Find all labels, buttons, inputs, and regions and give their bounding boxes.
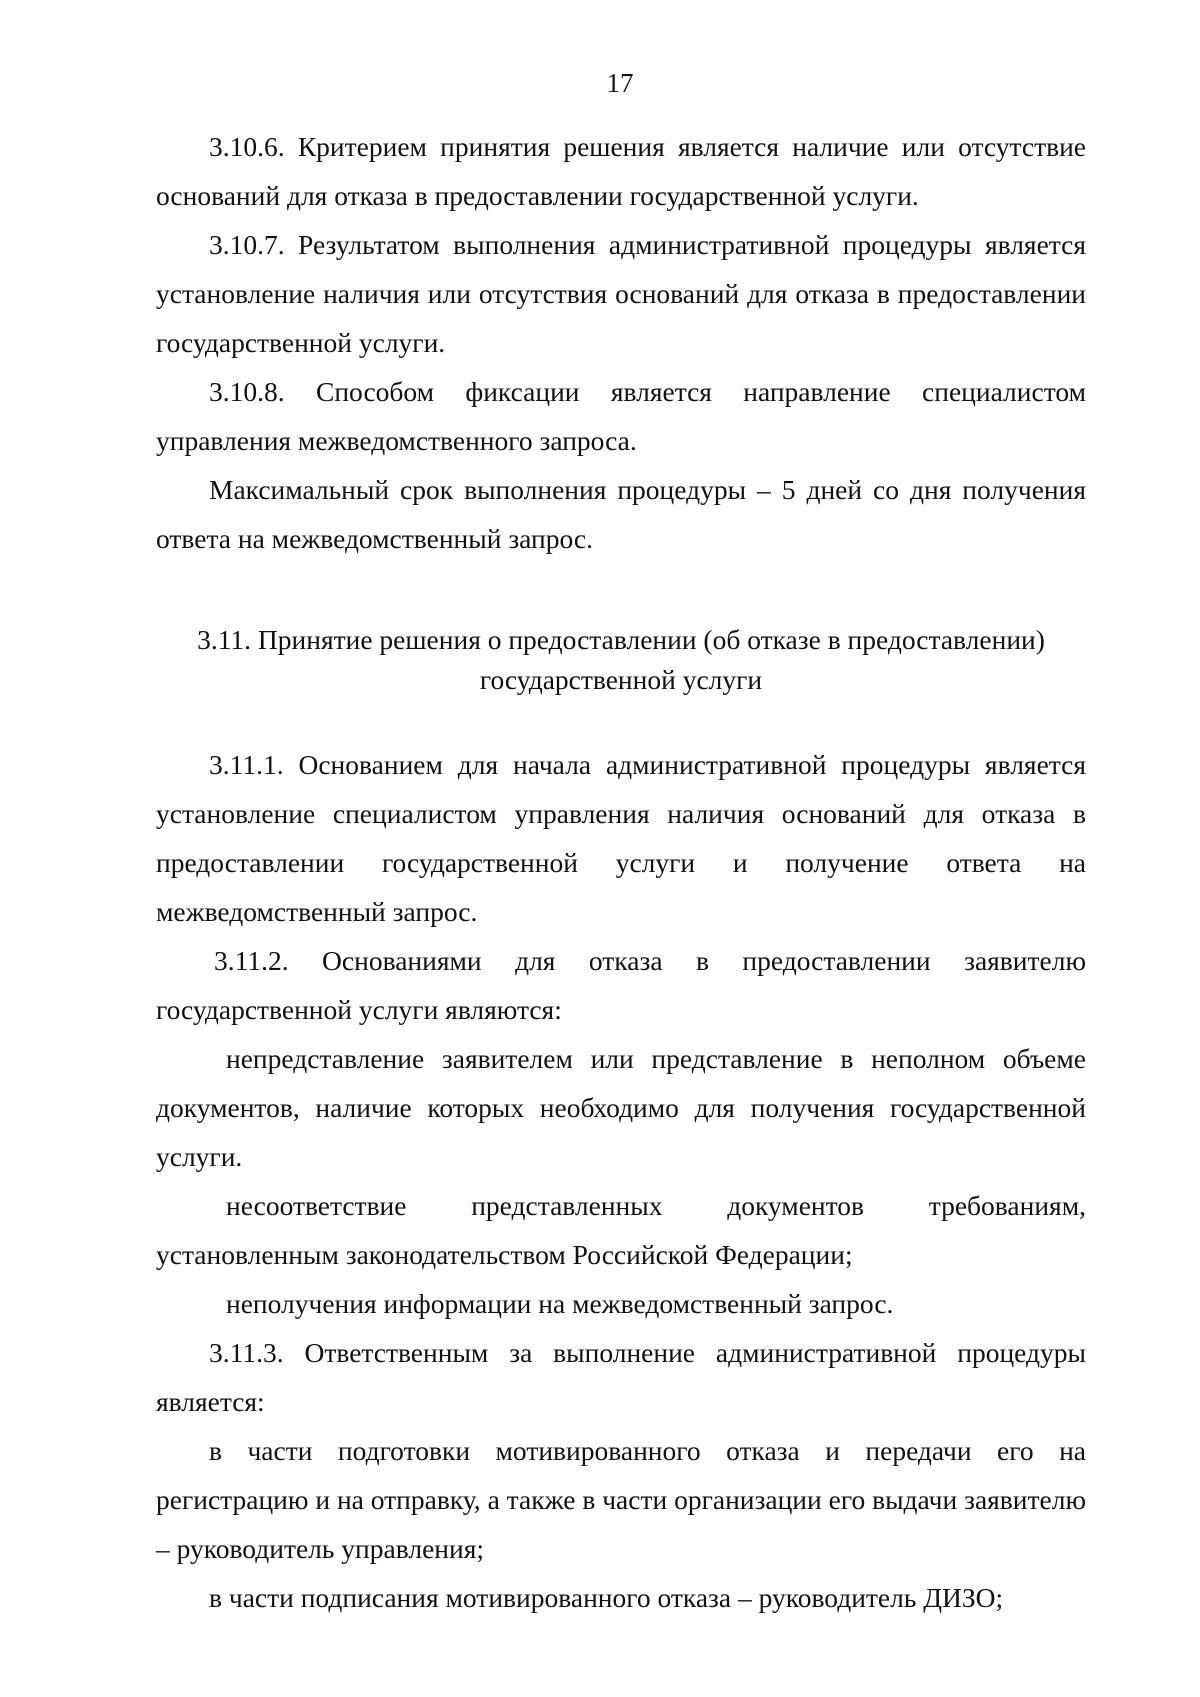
section-heading-3-11 [156,620,1086,700]
refusal-ground-2: несоответствие представленных документов требованиям, установленным законодательством Российской Федерации; [156,1190,1086,1270]
section-heading-line-1: 3.11. Принятие решения о предоставлении (об отказе в предоставлении) [197,624,1045,655]
responsible-part-1: в части подготовки мотивированного отказа и передачи его на регистрацию и на отправку, а также в части организации его выдачи заявителю – руководитель управления; [156,1435,1086,1564]
refusal-ground-3: неполучения информации на межведомственный запрос. [226,1288,894,1319]
refusal-ground-1: непредставление заявителем или представление в неполном объеме документов, наличие которых необходимо для получения государственной услуги. [156,1043,1086,1172]
paragraph-3-11-2: 3.11.2. Основаниями для отказа в предоставлении заявителю государственной услуги являются: [156,945,1086,1025]
section-heading-line-2: государственной услуги [479,664,763,695]
paragraph-3-11-1: 3.11.1. Основанием для начала административной процедуры является установление специалистом управления наличия оснований для отказа в предоставлении государственной услуги и получение ответа на межведомственный запрос. [156,749,1086,927]
paragraph-3-10-8: 3.10.8. Способом фиксации является направление специалистом управления межведомственного запроса. [156,376,1086,456]
paragraph-3-10-6: 3.10.6. Критерием принятия решения является наличие или отсутствие оснований для отказа в предоставлении государственной услуги. [156,131,1086,211]
paragraph-max-term: Максимальный срок выполнения процедуры – 5 дней со дня получения ответа на межведомственный запрос. [156,474,1086,554]
page-number: 17 [606,68,634,98]
paragraph-3-10-7: 3.10.7. Результатом выполнения административной процедуры является установление наличия или отсутствия оснований для отказа в предоставлении государственной услуги. [156,229,1086,358]
paragraph-3-11-3: 3.11.3. Ответственным за выполнение административной процедуры является: [156,1337,1086,1417]
responsible-part-2: в части подписания мотивированного отказа – руководитель ДИЗО; [209,1582,1004,1613]
document-body [156,122,1086,1622]
